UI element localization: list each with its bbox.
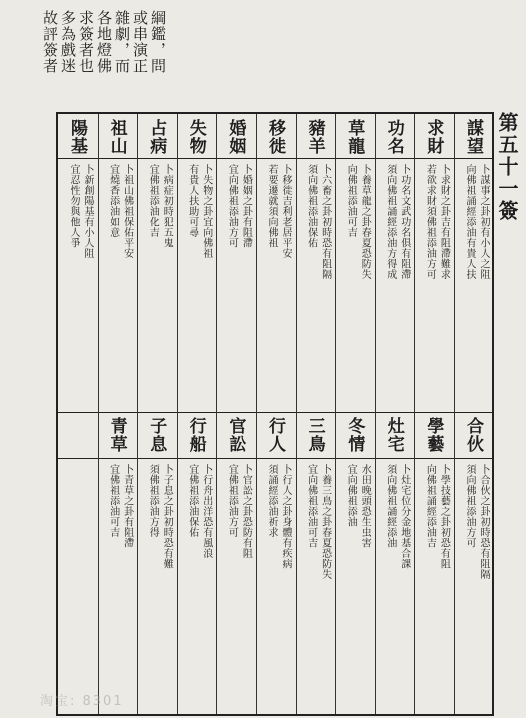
category-header: 祖山 [106,119,127,155]
text-column: 宜向佛祖添油可吉 [305,464,317,548]
category-text [177,464,216,712]
text-column: 宜佛祖添油化吉 [147,164,159,238]
fortune-table [56,112,494,716]
category-text [296,164,335,408]
text-column: 卜合伙之卦初時恐有阻隔 [478,464,489,580]
text-column: 向佛祖誦經添油有貴人扶 [464,164,475,280]
category-text [58,164,97,408]
category-header: 灶宅 [383,417,404,453]
category-text [137,464,176,712]
category-header: 三鳥 [304,417,325,453]
text-column: 卜病症初時犯五鬼 [161,164,173,248]
text-column: 宜燒香添油如意 [107,164,119,238]
category-header: 官訟 [225,417,246,453]
category-text [454,464,493,712]
category-header: 謀望 [463,119,483,155]
text-column: 卜新創陽基有小人阻 [82,164,93,259]
category-text [335,164,374,408]
intro-col: 求簽者也 [77,10,95,74]
text-column: 水田晚頭恐生虫害 [359,464,371,548]
category-text [98,164,137,408]
text-column: 宜忍性勿與他人爭 [68,164,79,248]
category-text [216,464,255,712]
category-text [454,164,493,408]
text-column: 卜灶宅位分金地基合課 [398,464,410,569]
category-text [137,164,176,408]
text-column: 宜佛祖添油保佑 [186,464,198,538]
category-header: 草龍 [344,119,365,155]
text-column: 卜婚姻之卦有阻滯 [240,164,252,248]
intro-col: 多為戲迷 [59,10,77,74]
text-column: 卜官訟之卦恐防有阻 [240,464,252,559]
category-header: 子息 [146,417,167,453]
category-header: 行船 [185,417,206,453]
category-text [375,464,414,712]
text-column: 向佛祖添油可吉 [345,164,357,238]
text-column: 卜祖山佛祖保佑平安 [121,164,133,259]
intro-text [41,10,168,88]
text-column: 卜失物之卦宜向佛祖 [200,164,212,259]
text-column: 卜行人之卦身體有疾病 [280,464,291,569]
category-text [375,164,414,408]
category-header: 冬情 [344,417,365,453]
text-column: 卜青草之卦有阻滯 [121,464,133,548]
text-column: 宜向佛祖添油方可 [226,164,238,248]
intro-col: 綱鑑，問 [149,10,167,74]
text-column: 卜子息之卦初時恐有難 [161,464,173,569]
text-column: 向佛祖誦經添油吉 [424,464,436,548]
category-header: 陽基 [67,119,87,155]
category-header: 青草 [106,417,127,453]
text-column: 卜學技藝之卦初恐有阻 [438,464,450,569]
category-text [216,164,255,408]
text-column: 宜佛祖添油方可 [226,464,238,538]
category-header: 功名 [383,119,404,155]
text-column: 須佛祖添油方得 [147,464,159,538]
category-header: 婚姻 [225,119,246,155]
category-text [296,464,335,712]
intro-col: 雜劇，而 [113,10,131,74]
text-column: 卜六畜之卦初時恐有阻隔 [319,164,331,280]
text-column: 若欲求財須佛祖添油方可 [424,164,436,280]
category-text [256,464,295,712]
category-text [414,464,453,712]
category-text [177,164,216,408]
text-column: 宜佛祖添油可吉 [107,464,119,538]
text-column: 須誦經添油祈求 [266,464,277,538]
category-header: 學藝 [423,417,444,453]
divider [58,458,492,459]
category-header: 豬羊 [304,119,325,155]
text-column: 有貴人扶助可尋 [186,164,198,238]
text-column: 宜向佛祖添油 [345,464,357,527]
category-header: 失物 [185,119,206,155]
text-column: 須向佛祖誦經添油 [384,464,396,548]
intro-col: 或串演正 [131,10,149,74]
text-column: 卜謀事之卦初有小人之阻 [478,164,489,280]
category-header: 移徙 [265,119,285,155]
text-column: 須向佛祖誦經添油方得成 [384,164,396,280]
text-column: 須向佛祖添油保佑 [305,164,317,248]
intro-col: 各地燈佛 [95,10,113,74]
text-column: 卜養三鳥之卦春夏恐防失 [319,464,331,580]
text-column: 卜移徙吉利老居平安 [280,164,291,259]
category-text [98,464,137,712]
category-text [256,164,295,408]
text-column: 卜求財之卦吉有阻滯難求 [438,164,450,280]
category-text [414,164,453,408]
category-header: 行人 [265,417,285,453]
text-column: 須向佛祖添油方可 [464,464,475,548]
watermark: 淘宝: 8301 [40,694,124,709]
category-header: 占病 [146,119,167,155]
category-header: 求財 [423,119,444,155]
chapter-title: 第五十一簽 [495,112,519,222]
text-column: 卜養草龍之卦春夏恐防失 [359,164,371,280]
text-column: 若要遷就須向佛祖 [266,164,277,248]
text-column: 卜行舟出洋恐有風浪 [200,464,212,559]
category-text [335,464,374,712]
category-header: 合伙 [463,417,483,453]
intro-col: 故評簽者 [41,10,59,74]
text-column: 卜功名文武功名俱有阻滯 [398,164,410,280]
